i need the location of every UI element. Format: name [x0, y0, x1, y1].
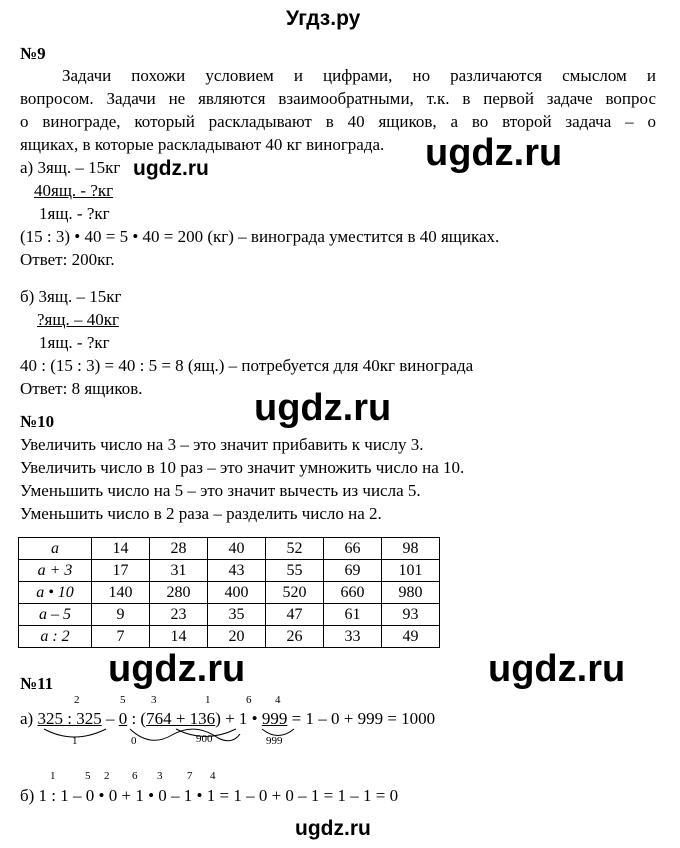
order-number: 7	[187, 770, 193, 782]
order-number: 6	[246, 694, 252, 706]
watermark: ugdz.ru	[295, 817, 371, 840]
task-9a-line-3: 1ящ. - ?кг	[39, 204, 110, 223]
intermediate-result: 0	[131, 735, 137, 747]
table-cell: 9	[92, 604, 150, 626]
expr-part: ) + 1 •	[215, 709, 262, 728]
row-label: a • 10	[19, 582, 92, 604]
order-number: 3	[151, 694, 157, 706]
task-10-line-3: Уменьшить число на 5 – это значит вычесть из числа 5.	[20, 481, 421, 500]
task-10-line-4: Уменьшить число в 2 раза – разделить число на 2.	[20, 504, 382, 523]
row-label: a : 2	[19, 626, 92, 648]
task-9a-line-2: 40ящ. - ?кг	[34, 181, 114, 200]
task-9-para-line-3: о винограде, который раскладывают в 40 ящиков, а во второй задача – о	[20, 112, 656, 131]
table-cell: 26	[266, 626, 324, 648]
task-9a-answer: Ответ: 200кг.	[20, 250, 115, 269]
task-9b-line-1: б) 3ящ. – 15кг	[20, 287, 122, 306]
table-cell: 49	[382, 626, 440, 648]
table-cell: 28	[150, 538, 208, 560]
table-cell: 35	[208, 604, 266, 626]
order-number: 1	[50, 770, 56, 782]
watermark: ugdz.ru	[488, 648, 626, 690]
watermark: ugdz.ru	[254, 387, 392, 429]
order-number: 3	[157, 770, 163, 782]
table-cell: 31	[150, 560, 208, 582]
table-cell: 17	[92, 560, 150, 582]
table-cell: 7	[92, 626, 150, 648]
table-cell: 140	[92, 582, 150, 604]
row-label: a + 3	[19, 560, 92, 582]
task-9b-line-2: ?ящ. – 40кг	[37, 310, 119, 329]
table-cell: 14	[150, 626, 208, 648]
table-cell: 20	[208, 626, 266, 648]
order-number: 5	[85, 770, 91, 782]
table-cell: 52	[266, 538, 324, 560]
order-number: 4	[210, 770, 216, 782]
table-cell: 43	[208, 560, 266, 582]
table-cell: 93	[382, 604, 440, 626]
table-cell: 14	[92, 538, 150, 560]
task-9-number: №9	[20, 44, 46, 63]
intermediate-result: 999	[266, 735, 283, 747]
table-cell: 660	[324, 582, 382, 604]
table-cell: 66	[324, 538, 382, 560]
table-cell: 69	[324, 560, 382, 582]
order-number: 2	[74, 694, 80, 706]
expr-part: –	[101, 709, 119, 728]
table-cell: 47	[266, 604, 324, 626]
watermark: ugdz.ru	[133, 157, 209, 180]
table-cell: 980	[382, 582, 440, 604]
task-10-line-2: Увеличить число в 10 раз – это значит умножить число на 10.	[20, 458, 465, 477]
task-11b-expression: б) 1 : 1 – 0 • 0 + 1 • 0 – 1 • 1 = 1 – 0 + 0 – 1 = 1 – 1 = 0	[20, 786, 399, 805]
intermediate-result: 900	[196, 733, 213, 745]
watermark: ugdz.ru	[425, 132, 563, 174]
order-number: 2	[104, 770, 110, 782]
table-cell: 400	[208, 582, 266, 604]
table-cell: 98	[382, 538, 440, 560]
table-cell: 520	[266, 582, 324, 604]
order-number: 6	[132, 770, 138, 782]
table-cell: 55	[266, 560, 324, 582]
site-title: Угдз.ру	[286, 7, 361, 30]
row-label: a – 5	[19, 604, 92, 626]
expr-part: 764 + 136	[146, 709, 216, 728]
task-11-number: №11	[20, 674, 54, 693]
expr-prefix: а)	[20, 709, 38, 728]
task-9b-answer: Ответ: 8 ящиков.	[20, 379, 143, 398]
table-cell: 23	[150, 604, 208, 626]
table-cell: 280	[150, 582, 208, 604]
watermark: ugdz.ru	[108, 648, 246, 690]
table-cell: 101	[382, 560, 440, 582]
order-number: 5	[120, 694, 126, 706]
table-cell: 61	[324, 604, 382, 626]
task-9a-solution: (15 : 3) • 40 = 5 • 40 = 200 (кг) – винограда уместится в 40 ящиках.	[20, 227, 500, 246]
table-cell: 33	[324, 626, 382, 648]
task-9b-line-3: 1ящ. - ?кг	[39, 333, 110, 352]
task-10-line-1: Увеличить число на 3 – это значит прибавить к числу 3.	[20, 435, 424, 454]
task-9b-solution: 40 : (15 : 3) = 40 : 5 = 8 (ящ.) – потребуется для 40кг винограда	[20, 356, 474, 375]
task-9-para-line-4: ящиках, в которые раскладывают 40 кг винограда.	[20, 135, 385, 154]
expr-part: 0	[118, 709, 128, 728]
expr-part: 999	[261, 709, 288, 728]
expr-part: = 1 – 0 + 999 = 1000	[287, 709, 436, 728]
order-number: 1	[205, 694, 211, 706]
table-cell: 40	[208, 538, 266, 560]
intermediate-result: 1	[72, 735, 78, 747]
row-label: a	[19, 538, 92, 560]
task-9-para-line-1: Задачи похожи условием и цифрами, но различаются смыслом и	[62, 66, 656, 85]
expr-part: 325 : 325	[37, 709, 102, 728]
arc	[130, 729, 240, 741]
expr-part: : (	[127, 709, 147, 728]
task-9-para-line-2: вопросом. Задачи не являются взаимообратными, т.к. в первой задаче вопрос	[20, 89, 656, 108]
task-10-number: №10	[20, 412, 55, 431]
task-9a-line-1: а) 3ящ. – 15кг	[20, 158, 121, 177]
order-number: 4	[275, 694, 281, 706]
